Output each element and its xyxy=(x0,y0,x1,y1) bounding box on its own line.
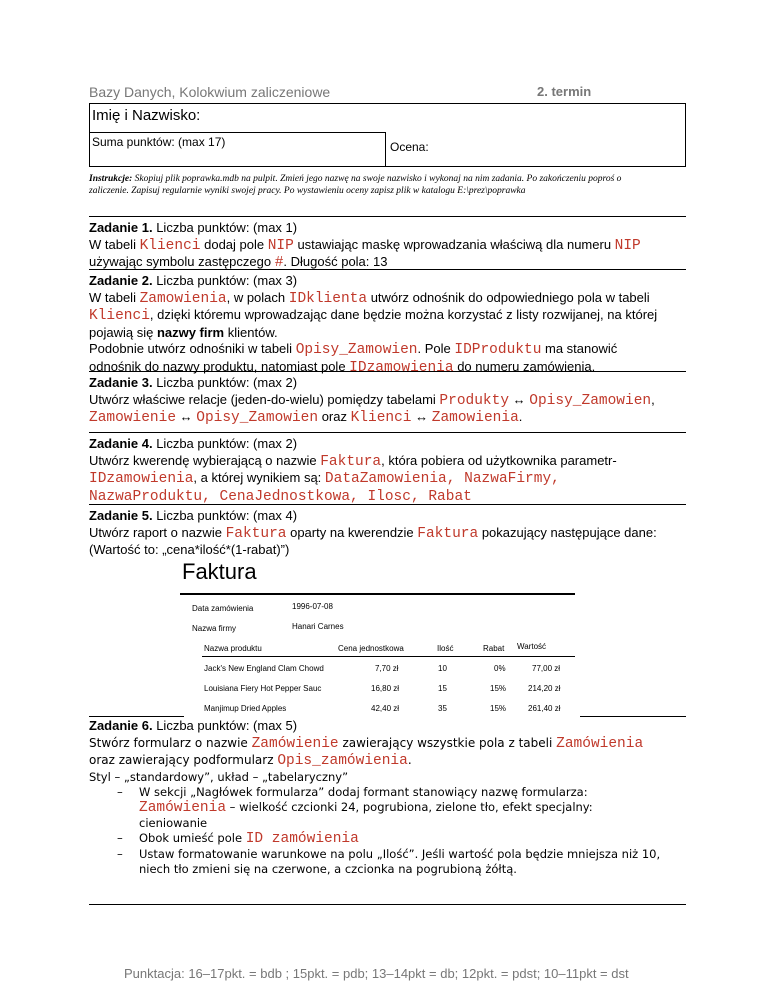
text: , która pobiera od użytkownika parametr- xyxy=(381,452,617,468)
text: – wielkość czcionki 24, pogrubiona, zielone tło, efekt specjalny: xyxy=(226,799,593,814)
text: Utwórz raport o nazwie xyxy=(89,524,226,540)
task-1 xyxy=(89,220,689,272)
code: Opisy_Zamowien xyxy=(295,342,418,358)
text: zawierający wszystkie pola z tabeli xyxy=(338,735,557,750)
col-discount: Rabat xyxy=(483,644,505,653)
col-qty: Ilość xyxy=(437,644,454,653)
code: Klienci xyxy=(139,237,201,254)
row-1-price: 7,70 zł xyxy=(375,664,399,673)
text: . xyxy=(407,753,412,767)
code: # xyxy=(274,255,284,271)
text: Utwórz właściwe relacje (jeden-do-wielu) pomiędzy tabelami xyxy=(89,391,440,407)
task-6-head: Zadanie 6. xyxy=(89,718,153,733)
report-preview xyxy=(180,556,575,716)
row-2-product: Louisiana Fiery Hot Pepper Sauc xyxy=(204,684,322,693)
text: utwórz odnośnik do odpowiedniego pola w tabeli xyxy=(367,289,650,305)
bullet: – xyxy=(117,846,123,861)
text: ma stanowić xyxy=(541,341,618,356)
code: NIP xyxy=(267,237,294,254)
text: do numeru zamówienia. xyxy=(453,358,596,374)
code: Klienci xyxy=(350,410,412,426)
scoring-footer: Punktacja: 16–17pkt. = bdb ; 15pkt. = pdb; 13–14pkt = db; 12pkt. = pdst; 10–11pkt = dst xyxy=(124,966,629,981)
firm-label: Nazwa firmy xyxy=(192,624,237,633)
code: Faktura xyxy=(417,525,479,542)
task-2 xyxy=(89,273,699,376)
points-label: Suma punktów: (max 17) xyxy=(92,135,226,149)
name-label: Imię i Nazwisko: xyxy=(92,107,201,124)
text: niech tło zmieni się na czerwone, a czcionka na pogrubioną żółtą. xyxy=(139,861,517,876)
row-2-qty: 15 xyxy=(438,684,447,693)
text: W tabeli xyxy=(89,289,140,305)
firm-value: Hanari Carnes xyxy=(292,622,344,631)
code: IDProduktu xyxy=(454,342,542,358)
code: ID zamówienia xyxy=(245,830,359,847)
header-rule xyxy=(202,656,575,657)
code: NIP xyxy=(614,237,641,254)
text: oraz zawierający podformularz xyxy=(89,753,278,767)
row-1-discount: 0% xyxy=(494,664,506,673)
text: używając symbolu zastępczego xyxy=(89,254,275,269)
divider xyxy=(89,216,686,217)
text: . Pole xyxy=(417,341,455,356)
task-2-head: Zadanie 2. xyxy=(89,273,153,288)
text: odnośnik do nazwy produktu, natomiast pole xyxy=(89,358,350,374)
report-title: Faktura xyxy=(182,559,257,584)
code: Zamowienia xyxy=(139,290,227,307)
col-product: Nazwa produktu xyxy=(204,644,262,653)
divider-left xyxy=(89,716,184,717)
task-6-points: Liczba punktów: (max 5) xyxy=(156,718,298,733)
instructions-label: Instrukcje: xyxy=(89,174,133,184)
task-1-head: Zadanie 1. xyxy=(89,220,153,235)
text: klientów. xyxy=(224,324,278,340)
bullet-3: Ustaw formatowanie warunkowe na polu „Ilość”. Jeśli wartość pola będzie mniejsza niż 10, xyxy=(139,846,661,861)
code: DataZamowienia, NazwaFirmy, xyxy=(324,471,560,487)
row-1-value: 77,00 zł xyxy=(532,664,561,673)
instructions xyxy=(89,174,649,197)
divider xyxy=(89,269,686,270)
divider xyxy=(89,432,686,433)
divider xyxy=(89,371,686,372)
col-value: Wartość xyxy=(517,642,547,651)
task-2-points: Liczba punktów: (max 3) xyxy=(156,273,298,288)
code: Zamówienie xyxy=(251,735,339,752)
date-label: Data zamówienia xyxy=(192,604,254,613)
task-3-points: Liczba punktów: (max 2) xyxy=(156,375,298,390)
divider xyxy=(89,504,686,505)
task-5-head: Zadanie 5. xyxy=(89,508,153,523)
row-1-product: Jack's New England Clam Chowd xyxy=(204,664,324,673)
text: . xyxy=(518,409,523,424)
text: pokazujący następujące dane: xyxy=(478,524,657,540)
bullet: – xyxy=(117,784,123,799)
code: IDzamowienia xyxy=(89,471,194,487)
row-1-qty: 10 xyxy=(438,664,447,673)
code: IDklienta xyxy=(288,290,368,307)
text: ustawiając maskę wprowadzania właściwą dla numeru xyxy=(293,236,615,252)
code: Produkty xyxy=(439,392,510,409)
row-3-value: 261,40 zł xyxy=(528,704,561,713)
instructions-text: Skopiuj plik poprawka.mdb na pulpit. Zmień jego nazwę na swoje nazwisko i wykonaj na nim zadania. Po zakończeniu poproś o zaliczenie. Zapisuj regularnie wyniki swojej pracy. Po wystawieniu oceny zapisz plik w katalogu E:\prez\poprawka xyxy=(89,174,622,196)
text: . Długość pola: 13 xyxy=(283,254,388,269)
bullet: – xyxy=(117,830,123,845)
code: Opisy_Zamowien xyxy=(529,392,652,409)
text: , w polach xyxy=(226,289,289,305)
divider-right xyxy=(580,716,686,717)
code: Zamowienia xyxy=(431,410,519,426)
code: Zamowienie xyxy=(89,410,177,426)
text: Obok umieść pole xyxy=(139,830,246,845)
code: Zamówienia xyxy=(139,799,227,816)
style-line: Styl – „standardowy”, układ – „tabelaryczny” xyxy=(89,769,349,784)
row-2-price: 16,80 zł xyxy=(371,684,400,693)
task-6 xyxy=(89,718,709,877)
text: , xyxy=(651,391,655,407)
arrow: ↔ xyxy=(411,409,432,424)
text: oraz xyxy=(318,409,351,424)
course-title: Bazy Danych, Kolokwium zaliczeniowe xyxy=(89,84,331,100)
divider xyxy=(89,904,686,905)
term-label: 2. termin xyxy=(537,84,592,99)
col-price: Cena jednostkowa xyxy=(338,644,404,653)
date-value: 1996-07-08 xyxy=(292,602,333,611)
text: pojawią się xyxy=(89,324,157,340)
text: cieniowanie xyxy=(139,815,208,830)
text: oparty na kwerendzie xyxy=(286,524,418,540)
code: Klienci xyxy=(89,308,150,324)
code: Opis_zamówienia xyxy=(277,753,408,769)
row-3-product: Manjimup Dried Apples xyxy=(204,704,287,713)
grade-label: Ocena: xyxy=(390,140,429,154)
report-title-rule xyxy=(180,593,575,595)
task-5 xyxy=(89,508,699,559)
text: W tabeli xyxy=(89,236,140,252)
row-2-value: 214,20 zł xyxy=(528,684,561,693)
text: (Wartość to: „cena*ilość*(1-rabat)”) xyxy=(89,542,290,557)
bold-text: nazwy firm xyxy=(156,324,225,340)
text: dodaj pole xyxy=(200,236,268,252)
row-3-discount: 15% xyxy=(490,704,507,713)
arrow: ↔ xyxy=(176,409,197,424)
code: NazwaProduktu, CenaJednostkowa, Ilosc, Rabat xyxy=(89,488,472,505)
code: Zamówienia xyxy=(556,735,644,752)
code: Faktura xyxy=(225,525,287,542)
arrow: ↔ xyxy=(509,391,530,407)
bullet-1: W sekcji „Nagłówek formularza” dodaj formant stanowiący nazwę formularza: xyxy=(139,784,588,799)
task-3-head: Zadanie 3. xyxy=(89,375,153,390)
text: , dzięki któremu wprowadzając dane będzie można korzystać z listy rozwijanej, na której xyxy=(149,307,658,322)
task-4 xyxy=(89,436,699,505)
row-2-discount: 15% xyxy=(490,684,507,693)
code: IDzamowienia xyxy=(349,359,454,376)
task-5-points: Liczba punktów: (max 4) xyxy=(156,508,298,523)
task-4-head: Zadanie 4. xyxy=(89,436,153,451)
text: , a której wynikiem są: xyxy=(193,470,325,485)
text: Podobnie utwórz odnośniki w tabeli xyxy=(89,341,296,356)
text: Utwórz kwerendę wybierającą o nazwie xyxy=(89,452,321,468)
row-3-price: 42,40 zł xyxy=(371,704,400,713)
code: Opisy_Zamowien xyxy=(196,410,319,426)
text: Stwórz formularz o nazwie xyxy=(89,735,252,750)
row-3-qty: 35 xyxy=(438,704,447,713)
task-1-points: Liczba punktów: (max 1) xyxy=(156,220,298,235)
task-3 xyxy=(89,375,699,427)
task-4-points: Liczba punktów: (max 2) xyxy=(156,436,298,451)
code: Faktura xyxy=(320,453,382,470)
